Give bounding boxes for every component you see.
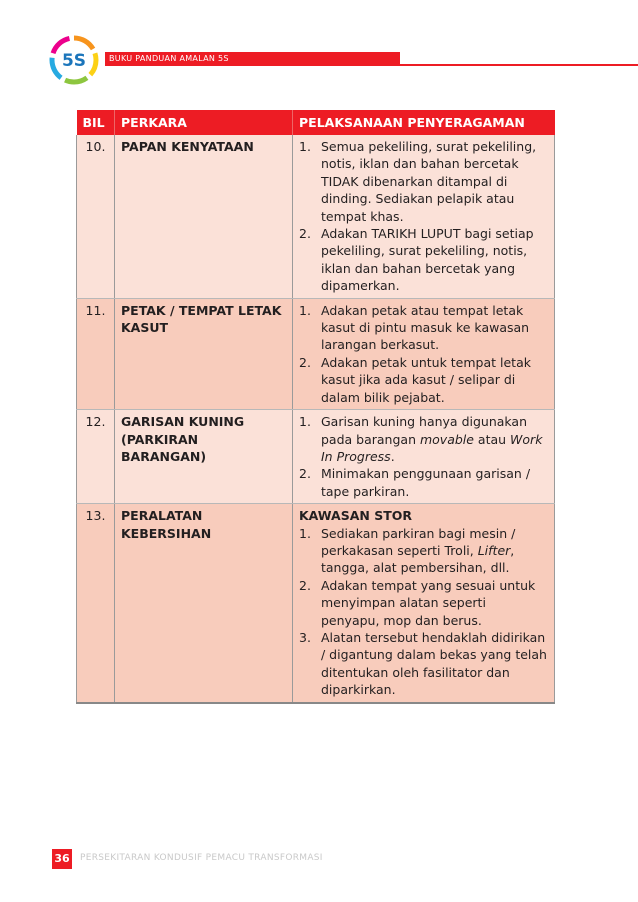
header-rule [400,64,638,66]
item-number: 1. [299,414,311,430]
5s-logo-icon [49,35,99,85]
table-row [77,410,555,504]
column-header-bil: BIL [77,110,115,135]
item-text-italic: Work In Progress [321,431,543,464]
implementation-list [299,413,548,500]
item-text-part: atau [473,431,511,447]
item-number: 3. [299,629,311,645]
table-row [77,298,555,409]
row-implementation [293,298,555,409]
row-number: 12. [77,410,115,504]
item-text-italic: Lifter [477,542,511,558]
list-item [299,465,548,500]
standardisation-table [76,110,555,704]
row-implementation [293,410,555,504]
item-number: 2. [299,226,311,242]
row-item: PERALATAN KEBERSIHAN [115,504,293,703]
section-heading: KAWASAN STOR [299,508,412,524]
table-row [77,504,555,703]
item-text-italic: movable [419,431,474,447]
item-number: 2. [299,354,311,370]
table-row [77,135,555,298]
footer-title: PERSEKITARAN KONDUSIF PEMACU TRANSFORMASI [80,853,323,863]
column-header-pelaksanaan: PELAKSANAAN PENYERAGAMAN [293,110,555,135]
item-text-part: Garisan kuning hanya digunakan pada barangan [321,414,528,447]
item-text-part: . [390,448,395,464]
list-item [299,629,548,699]
item-number: 2. [299,466,311,482]
item-text: Adakan petak atau tempat letak kasut di pintu masuk ke kawasan larangan berkasut. [321,302,530,353]
row-implementation [293,135,555,298]
list-item [299,525,548,577]
item-text: Adakan petak untuk tempat letak kasut jika ada kasut / selipar di dalam bilik pejabat. [321,354,531,405]
item-text: Semua pekeliling, surat pekeliling, notis, iklan dan bahan bercetak TIDAK dibenarkan ditampal di dinding. Sediakan pelapik atau tempat khas. [321,139,537,224]
row-item: GARISAN KUNING (PARKIRAN BARANGAN) [115,410,293,504]
item-text: Minimakan penggunaan garisan / tape parkiran. [321,466,531,499]
book-label: BUKU PANDUAN AMALAN 5S [105,52,400,66]
row-number: 11. [77,298,115,409]
logo-text: 5S [61,51,87,71]
item-number: 1. [299,139,311,154]
list-item [299,138,548,225]
list-item [299,413,548,465]
list-item [299,225,548,295]
list-item [299,354,548,406]
item-text-part: , tangga, alat pembersihan, dll. [321,542,515,576]
item-text: Adakan TARIKH LUPUT bagi setiap pekeliling, surat pekeliling, notis, iklan dan bahan bercetak yang dipamerkan. [321,226,534,294]
item-number: 1. [299,525,311,541]
implementation-list [299,302,548,406]
list-item [299,577,548,629]
page-header [0,0,638,110]
implementation-list [299,525,548,699]
item-text: Alatan tersebut hendaklah didirikan / digantung dalam bekas yang telah ditentukan oleh fasilitator dan diparkirkan. [321,629,547,698]
row-item: PETAK / TEMPAT LETAK KASUT [115,298,293,409]
row-implementation [293,504,555,703]
row-number: 10. [77,135,115,298]
item-number: 1. [299,302,311,318]
page-number: 36 [52,849,72,869]
item-text-part: Sediakan parkiran bagi mesin / perkakasan seperti Troli, [321,525,516,558]
row-number: 13. [77,504,115,703]
column-header-perkara: PERKARA [115,110,293,135]
list-item [299,302,548,354]
item-text: Adakan tempat yang sesuai untuk menyimpan alatan seperti penyapu, mop dan berus. [321,577,536,628]
row-item: PAPAN KENYATAAN [115,135,293,298]
item-number: 2. [299,577,311,593]
implementation-list [299,138,548,295]
table-header-row [77,110,555,135]
